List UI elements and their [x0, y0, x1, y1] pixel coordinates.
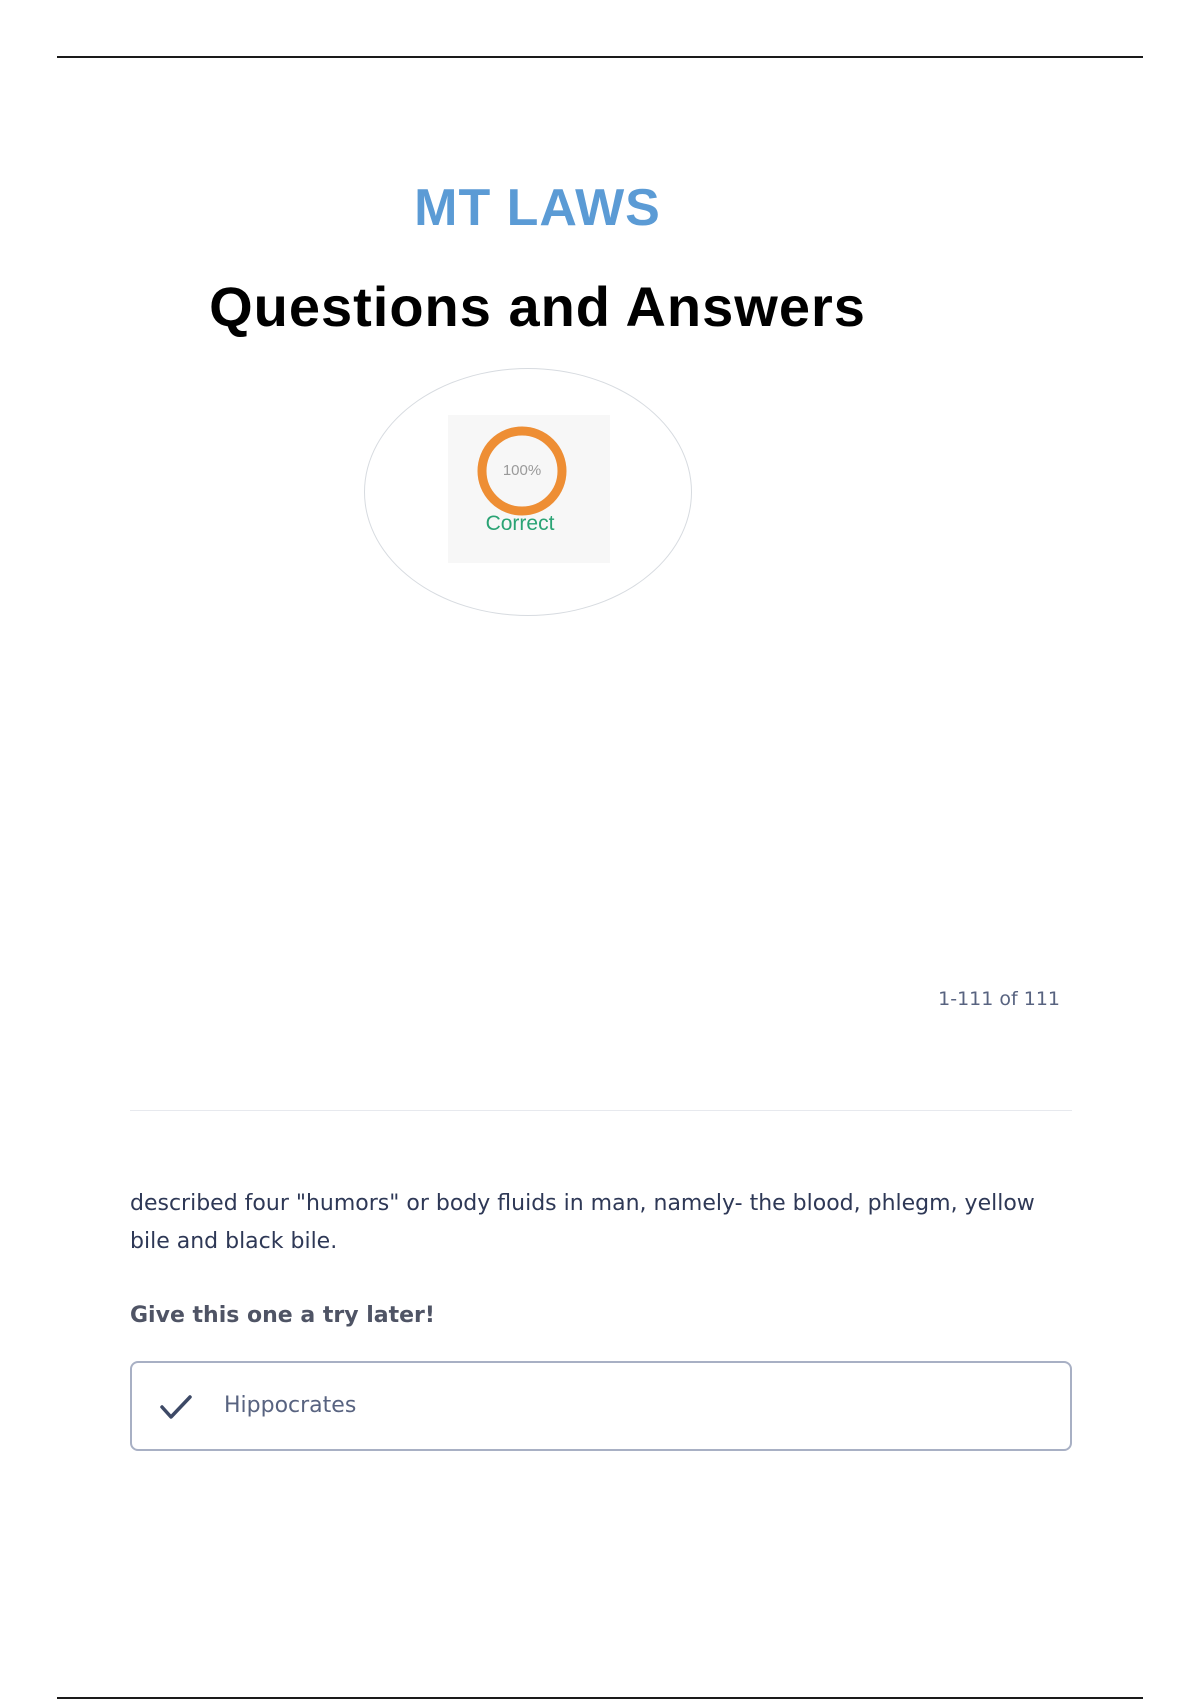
- score-percent: 100%: [502, 462, 542, 479]
- top-rule: [57, 56, 1143, 58]
- pagination-count: 1-111 of 111: [938, 988, 1060, 1010]
- bottom-rule: [57, 1697, 1143, 1699]
- checkmark-icon: [159, 1393, 193, 1421]
- document-subtitle: Questions and Answers: [209, 275, 866, 338]
- document-title: MT LAWS: [414, 179, 661, 237]
- score-status-label: Correct: [485, 512, 555, 535]
- section-divider: [130, 1110, 1072, 1111]
- flashcard-prompt: Give this one a try later!: [130, 1303, 435, 1328]
- answer-option[interactable]: [130, 1361, 1072, 1451]
- progress-ring-icon: [476, 425, 568, 517]
- flashcard-term: described four "humors" or body fluids in man, namely- the blood, phlegm, yellow bile and black bile.: [130, 1191, 1035, 1254]
- answer-text: Hippocrates: [224, 1393, 357, 1418]
